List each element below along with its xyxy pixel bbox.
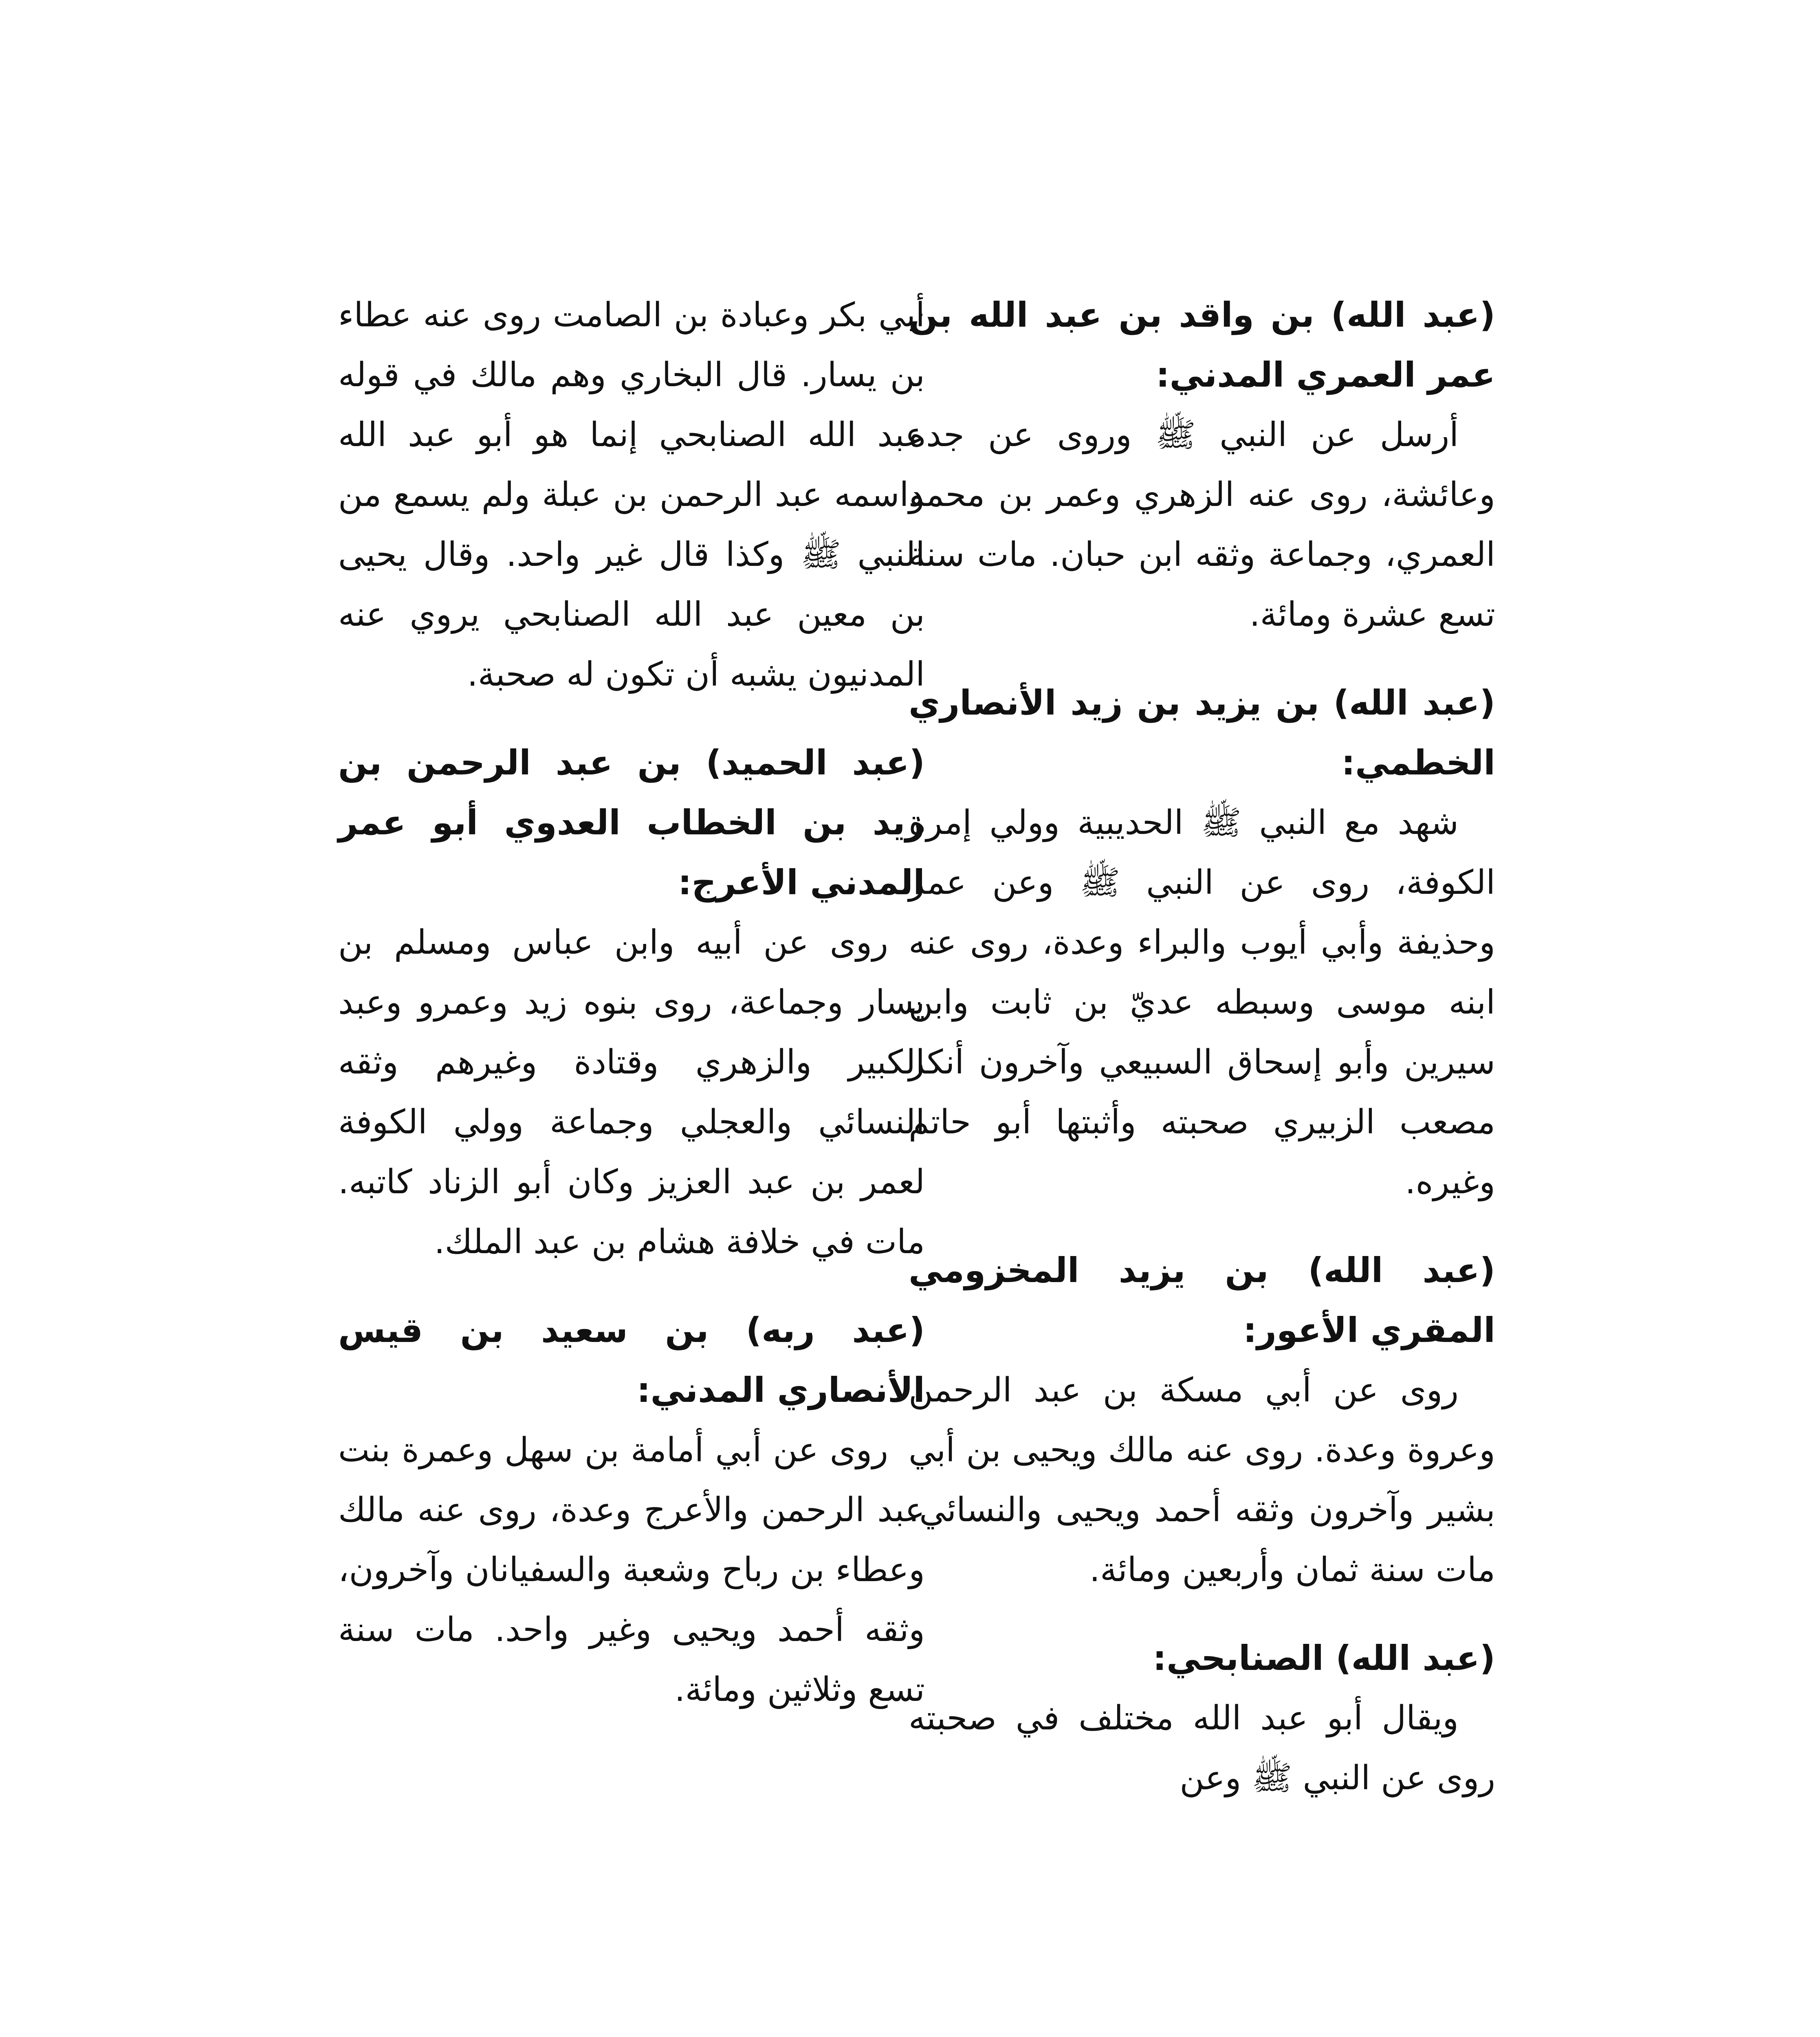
entry-body: روى عن أبي أمامة بن سهل وعمرة بنت عبد الرحمن والأعرج وعدة، روى عنه مالك وعطاء بن رباح وشعبة والسفيانان وآخرون، وثقه أحمد ويحيى وغير واحد. مات سنة تسع وثلاثين ومائة. <box>338 1431 925 1709</box>
biography-entry <box>909 285 1495 645</box>
biography-entry <box>909 1628 1495 1808</box>
biography-entry <box>909 673 1495 1212</box>
biography-entry <box>338 733 925 1272</box>
entry-body: روى عن أبيه وابن عباس ومسلم بن يسار وجماعة، روى بنوه زيد وعمرو وعبد الكبير والزهري وقتادة وغيرهم وثقه النسائي والعجلي وجماعة وولي الكوفة لعمر بن عبد العزيز وكان أبو الزناد كاتبه. مات في خلافة هشام بن عبد الملك. <box>338 923 925 1261</box>
entry-heading: (عبد الحميد) بن عبد الرحمن بن زيد بن الخطاب العدوي أبو عمر المدني الأعرج: <box>338 743 925 902</box>
right-column <box>909 285 1495 1837</box>
entry-body: روى عن أبي مسكة بن عبد الرحمن وعروة وعدة. روى عنه مالك ويحيى بن أبي بشير وآخرون وثقه أحمد ويحيى والنسائي. مات سنة ثمان وأربعين ومائة. <box>909 1371 1495 1589</box>
entry-heading: (عبد الله) بن يزيد بن زيد الأنصاري الخطمي: <box>909 683 1495 783</box>
entry-body: شهد مع النبي ﷺ الحديبية وولي إمرة الكوفة، روى عن النبي ﷺ وعن عمر وحذيفة وأبي أيوب والبراء وعدة، روى عنه ابنه موسى وسبطه عديّ بن ثابت وابن سيرين وأبو إسحاق السبيعي وآخرون أنكر مصعب الزبيري صحبته وأثبتها أبو حاتم وغيره. <box>909 803 1495 1201</box>
biography-entry <box>338 1300 925 1720</box>
entry-continuation: أبي بكر وعبادة بن الصامت روى عنه عطاء بن يسار. قال البخاري وهم مالك في قوله عبد الله الصنابحي إنما هو أبو عبد الله واسمه عبد الرحمن بن عبلة ولم يسمع من النبي ﷺ وكذا قال غير واحد. وقال يحيى بن معين عبد الله الصنابحي يروي عنه المدنيون يشبه أن تكون له صحبة. <box>338 296 925 694</box>
entry-heading: (عبد الله) بن يزيد المخزومي المقري الأعور: <box>909 1250 1495 1350</box>
entry-body: أرسل عن النبي ﷺ وروى عن جده وعائشة، روى عنه الزهري وعمر بن محمد العمري، وجماعة وثقه ابن حبان. مات سنة تسع عشرة ومائة. <box>909 416 1495 634</box>
entry-heading: (عبد الله) الصنابحي: <box>1153 1638 1495 1678</box>
entry-heading: (عبد الله) بن واقد بن عبد الله بن عمر العمري المدني: <box>909 295 1495 395</box>
biography-entry <box>909 1241 1495 1600</box>
left-column <box>338 285 925 1748</box>
entry-heading: (عبد ربه) بن سعيد بن قيس الأنصاري المدني: <box>338 1310 925 1410</box>
entry-body: ويقال أبو عبد الله مختلف في صحبته روى عن النبي ﷺ وعن <box>909 1699 1495 1797</box>
